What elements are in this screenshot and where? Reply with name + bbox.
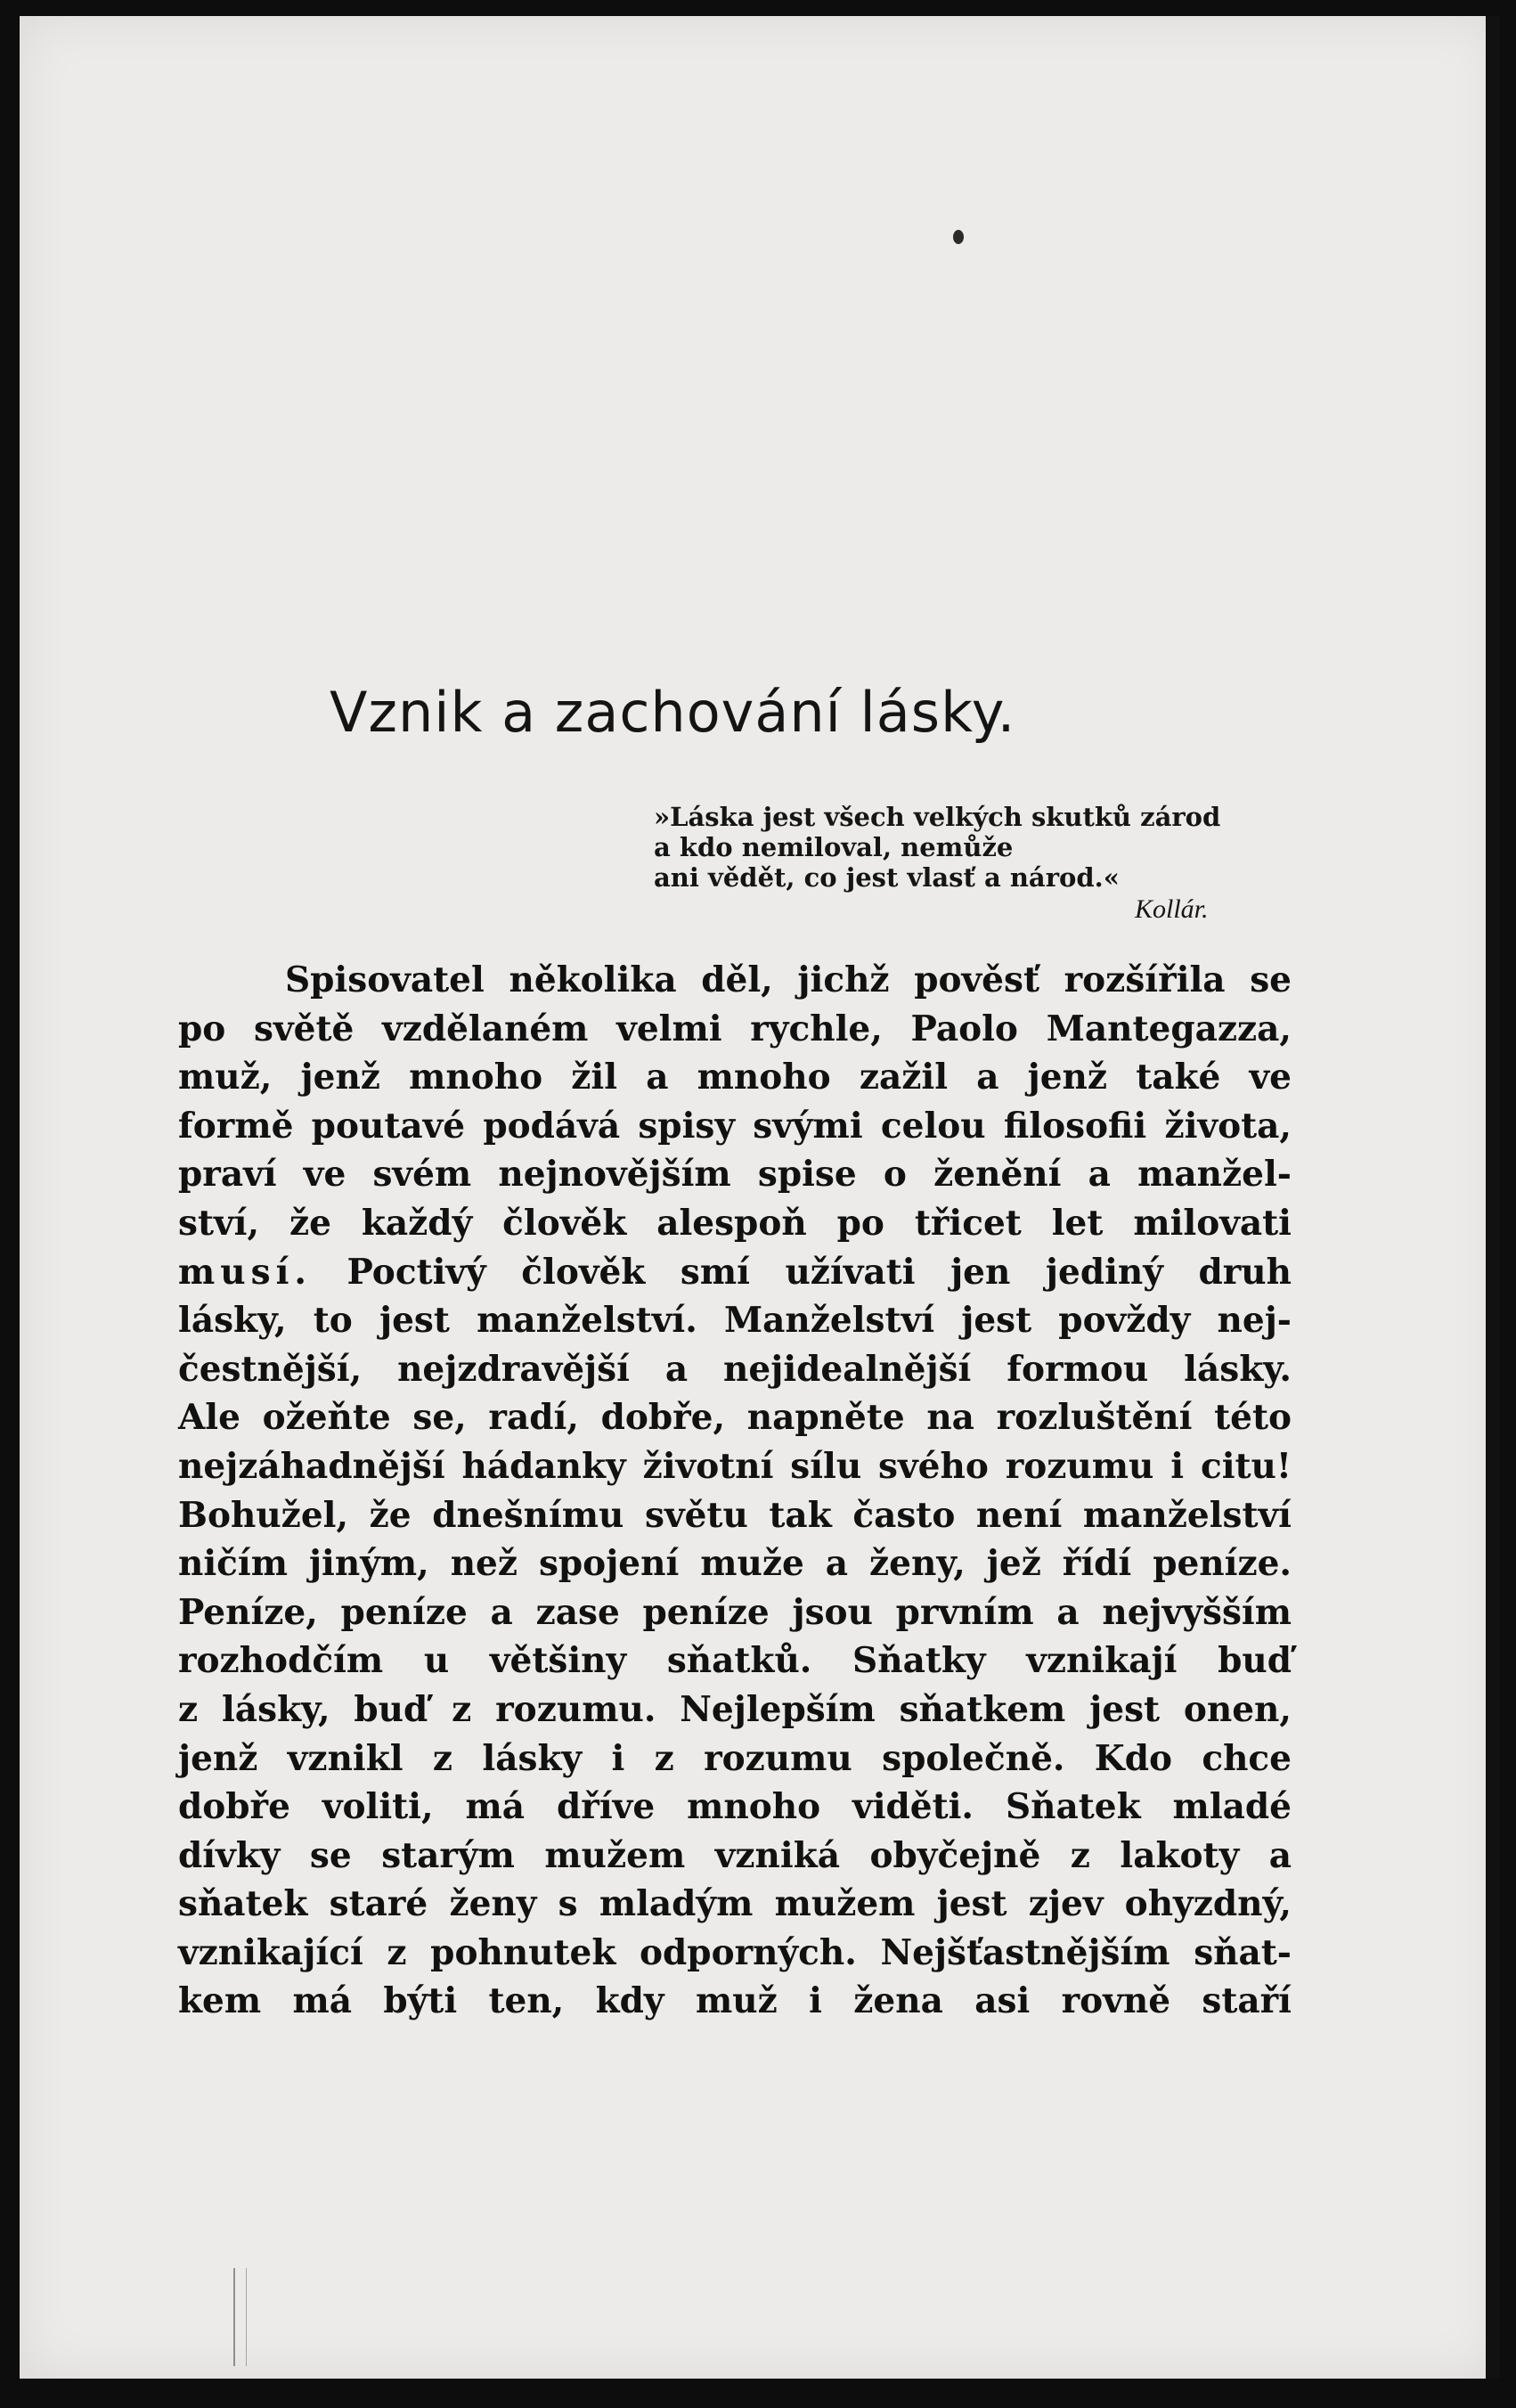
chapter-heading: Vznik a zachování lásky. xyxy=(330,680,1016,745)
text-line: ství, že každý člověk alespoň po třicet let milovati xyxy=(178,1202,1292,1244)
epigraph-line: a kdo nemiloval, nemůže xyxy=(654,832,1014,862)
text-line: formě poutavé podává spisy svými celou filosofii života, xyxy=(178,1105,1292,1147)
text-line: lásky, to jest manželství. Manželství jest povždy nej- xyxy=(178,1300,1292,1342)
book-page xyxy=(20,16,1500,2379)
text-line: sňatek staré ženy s mladým mužem jest zjev ohyzdný, xyxy=(178,1883,1292,1925)
text-line: vznikající z pohnutek odporných. Nejšťastnějším sňat- xyxy=(178,1931,1292,1973)
epigraph-author: Kollár. xyxy=(1135,894,1209,924)
text-line-emphasis xyxy=(178,1248,1292,1297)
text-line: dívky se starým mužem vzniká obyčejně z lakoty a xyxy=(178,1834,1292,1876)
ink-speck xyxy=(953,230,964,244)
page-edge-shadow xyxy=(1486,16,1500,2379)
text-line: nejzáhadnější hádanky životní sílu svého rozumu i citu! xyxy=(178,1445,1292,1487)
text-line: po světě vzdělaném velmi rychle, Paolo Mantegazza, xyxy=(178,1008,1292,1049)
text-line: Peníze, peníze a zase peníze jsou prvním a nejvyšším xyxy=(178,1591,1292,1633)
epigraph-line: ani vědět, co jest vlasť a národ.« xyxy=(654,862,1120,893)
text-line: ničím jiným, než spojení muže a ženy, jež řídí peníze. xyxy=(178,1543,1292,1585)
epigraph xyxy=(654,802,1295,893)
text-line: Ale ožeňte se, radí, dobře, napněte na rozluštění této xyxy=(178,1397,1292,1439)
text-line-rest: Poctivý člověk smí užívati jen jediný druh xyxy=(311,1251,1292,1293)
text-line: jenž vznikl z lásky i z rozumu společně. Kdo chce xyxy=(178,1737,1292,1779)
epigraph-line: »Láska jest všech velkých skutků zárod xyxy=(654,802,1221,832)
text-line: muž, jenž mnoho žil a mnoho zažil a jenž také ve xyxy=(178,1057,1292,1098)
text-line: rozhodčím u většiny sňatků. Sňatky vznikají buď xyxy=(178,1640,1292,1682)
text-line: Bohužel, že dnešnímu světu tak často není manželství xyxy=(178,1494,1292,1536)
margin-pencil-mark xyxy=(233,2268,247,2366)
text-line: kem má býti ten, kdy muž i žena asi rovně staří xyxy=(178,1980,1292,2022)
text-line: z lásky, buď z rozumu. Nejlepším sňatkem jest onen, xyxy=(178,1688,1292,1730)
text-line: praví ve svém nejnovějším spise o ženění a manžel- xyxy=(178,1154,1292,1196)
text-line: Spisovatel několika děl, jichž pověsť rozšířila se xyxy=(285,959,1292,1000)
spaced-emphasis: musí. xyxy=(178,1251,312,1293)
text-line: čestnější, nejzdravější a nejidealnější formou lásky. xyxy=(178,1348,1292,1390)
body-paragraph xyxy=(178,956,1292,2026)
text-line: dobře voliti, má dříve mnoho viděti. Sňatek mladé xyxy=(178,1786,1292,1828)
